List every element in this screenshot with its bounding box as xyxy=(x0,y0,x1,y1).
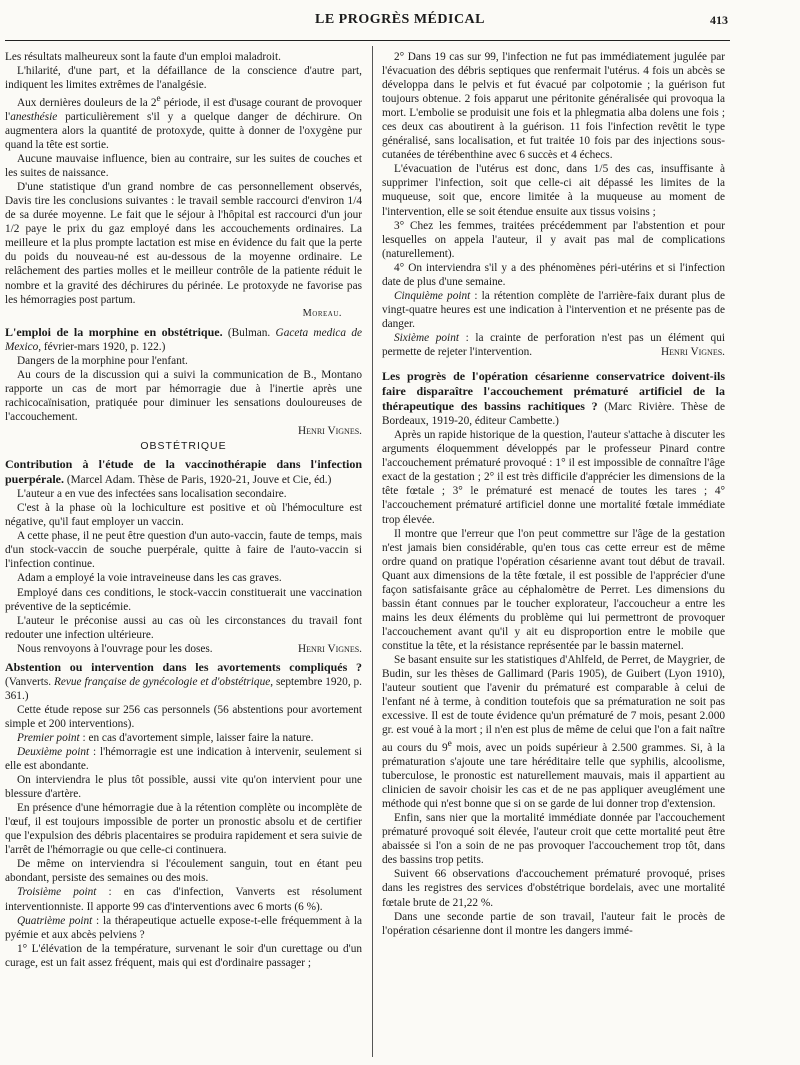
paragraph: Aux dernières douleurs de la 2e période, il est d'usage courant de provoquer l'anesthésie particulièrement s'il y a quelque danger de déchirure. On augmentera alors la quantité de protoxyde, quitte à donner de l'oxygène pur quand la tête est sortie. xyxy=(5,94,362,152)
article-heading: Contribution à l'étude de la vaccinothérapie dans l'infection puerpérale. (Marcel Adam. Thèse de Paris, 1920-21, Jouve et Cie, éd.) xyxy=(5,457,362,487)
paragraph: Au cours de la discussion qui a suivi la communication de B., Montano rapporte un cas de mort par hémorragie due à l'inertie après une rachicocaïnisation, pratiquée pour diminuer les sensations douloureuses de l'accouchement. xyxy=(5,368,362,423)
column-divider xyxy=(372,46,373,1057)
paragraph: Deuxième point : l'hémorragie est une indication à intervenir, seulement si elle est abondante. xyxy=(5,746,362,773)
paragraph: En présence d'une hémorragie due à la rétention complète ou incomplète de l'œuf, il est toujours impossible de porter un pronostic absolu et de certifier que l'expulsion des débris placentaires se produira rapidement et sera suivie de l'arrêt de l'hémorragie ou que celle-ci continuera. xyxy=(5,802,362,857)
paragraph: Employé dans ces conditions, le stock-vaccin constituerait une vaccination préventive de la septicémie. xyxy=(5,586,362,613)
paragraph: Dans une seconde partie de son travail, l'auteur fait le procès de l'opération césarienne dont il montre les dangers immé- xyxy=(382,910,725,937)
signature: Henri Vignes. xyxy=(298,642,362,655)
paragraph: Premier point : en cas d'avortement simple, laisser faire la nature. xyxy=(17,731,314,744)
article-heading: L'emploi de la morphine en obstétrique. (Bulman. Gaceta medica de Mexico, février-mars 1920, p. 122.) xyxy=(5,324,362,353)
page-header xyxy=(0,10,800,32)
paragraph: De même on interviendra si l'écoulement sanguin, tout en étant peu abondant, persiste des semaines ou des mois. xyxy=(5,858,362,885)
paragraph: L'auteur a en vue des infectées sans localisation secondaire. xyxy=(17,488,287,501)
paragraph: L'auteur le préconise aussi au cas où les circonstances du travail font redouter une infection ultérieure. xyxy=(5,614,362,641)
article-title: Abstention ou intervention dans les avortements compliqués ? xyxy=(5,659,362,674)
paragraph: Quatrième point : la thérapeutique actuelle expose-t-elle fréquemment à la pyémie et aux abcès pelviens ? xyxy=(5,914,362,941)
paragraph: Dangers de la morphine pour l'enfant. xyxy=(17,354,188,367)
article-heading: Les progrès de l'opération césarienne conservatrice doivent-ils faire disparaître l'accouchement prématuré artificiel de la thérapeutique des bassins rachitiques ? (Marc Rivière. Thèse de Bordeaux, 1919-20, éditeur Cambette.) xyxy=(382,369,725,428)
paragraph: 4° On interviendra s'il y a des phénomènes péri-utérins et si l'infection date de plus d'une semaine. xyxy=(382,261,725,288)
paragraph: 3° Chez les femmes, traitées précédemment par l'abstention et pour lesquelles on appela l'auteur, il y avait pas mal de complications (naturellement). xyxy=(382,219,725,260)
paragraph: C'est à la phase où la lochiculture est positive et où l'hémoculture est négative, qu'il faut employer un vaccin. xyxy=(5,502,362,529)
article-heading: Abstention ou intervention dans les avortements compliqués ? (Vanverts. Revue française de gynécologie et d'obstétrique, septembre 1920, p. 361.) xyxy=(5,659,362,702)
signature: Moreau. xyxy=(302,307,342,319)
paragraph: Troisième point : en cas d'infection, Vanverts est résolument interventionniste. Il apporte 99 cas d'interventions avec 6 morts (6 %). xyxy=(5,886,362,913)
paragraph: Adam a employé la voie intraveineuse dans les cas graves. xyxy=(17,572,282,585)
article-title: Les progrès de l'opération césarienne conservatrice doivent-ils faire disparaître l'accouchement prématuré artificiel de la thérapeutique des bassins rachitiques ? xyxy=(382,369,725,414)
paragraph: D'une statistique d'un grand nombre de cas personnellement observés, Davis tire les conclusions suivantes : le travail semble raccourci d'environ 1/4 de sa durée moyenne. Le fait que le séjour à l'hôpital est raccourci d'un jour 1/2 paye le prix du gaz employé dans les accouchements ordinaires. La meilleure et la plus prompte lactation est mise en évidence du fait que la perte du poids du nouveau-né est au-dessous de la moyenne ordinaire. Le relâchement des parties molles et le meilleur contrôle de la patiente réduit le nombre et la gravité des déchirures du périnée. Le protoxyde ne favorise pas les hémorragies post partum. xyxy=(5,181,362,306)
paragraph: Après un rapide historique de la question, l'auteur s'attache à discuter les arguments éloquemment développés par le professeur Pinard contre l'accouchement prématuré provoqué : 1° il est impossible de connaître l'âge exact de la gestation ; 2° il est très difficile d'apprécier les dimensions de la tête fœtale ; 3° le prématuré est menacé de toutes les tares ; 4° l'accouchement prématuré artificiel donne une mortalité fœtale immédiate trop élevée. xyxy=(382,429,725,526)
paragraph: Nous renvoyons à l'ouvrage pour les doses. Henri Vignes. xyxy=(17,642,362,655)
paragraph: Cinquième point : la rétention complète de l'arrière-faix durant plus de vingt-quatre heures est une indication à l'intervention et ne présente pas de danger. xyxy=(382,289,726,330)
paragraph: L'évacuation de l'utérus est donc, dans 1/5 des cas, insuffisante à supprimer l'infection, soit que celle-ci ait dépassé les limites de la muqueuse, soit que, encore limitée à la muqueuse au moment de l'intervention, elle se soit étendue ensuite aux tissus voisins ; xyxy=(382,163,725,218)
journal-title: LE PROGRÈS MÉDICAL xyxy=(314,12,486,27)
paragraph: Cette étude repose sur 256 cas personnels (56 abstentions pour avortement simple et 200 interventions). xyxy=(5,703,362,730)
paragraph: L'hilarité, d'une part, et la défaillance de la conscience d'autre part, indiquent les limites extrêmes de l'analgésie. xyxy=(5,65,362,92)
paragraph: Sixième point : la crainte de perforation n'est pas un élément qui permette de rejeter l'intervention. Henri Vignes. xyxy=(382,331,725,358)
article-title: L'emploi de la morphine en obstétrique. xyxy=(5,324,223,339)
header-rule xyxy=(5,40,730,41)
left-column xyxy=(5,50,362,970)
paragraph: 1° L'élévation de la température, survenant le soir d'un curettage ou d'un curage, est un fait assez fréquent, mais qui est d'ordinaire passager ; xyxy=(5,942,362,969)
paragraph: Se basant ensuite sur les statistiques d'Ahlfeld, de Perret, de Maygrier, de Budin, sur les thèses de Gallimard (Paris 1905), de Guibert (Lyon 1910), l'auteur soutient que l'avenir du prématuré est comparable à celui de l'enfant né à terme, à condition toutefois que sa prématuration ne soit pas excessive. Il est de toute évidence qu'un prématuré de 7 mois, pesant 2.000 gr. est voué à la mort ; il n'en est plus de même de celui que l'on a fait naître au cours du 9e mois, avec un poids supérieur à 2.500 grammes. Si, à la prématuration s'ajoute une tare héréditaire telle que syphilis, alcoolisme, tuberculose, le pronostic est naturellement mauvais, mais il appartient au clinicien de savoir choisir les cas et de ne pas appliquer aveuglément une méthode qui n'est bonne que si on se garde de lui donner trop d'extension. xyxy=(382,653,725,811)
section-title: OBSTÉTRIQUE xyxy=(140,440,227,453)
paragraph: A cette phase, il ne peut être question d'un auto-vaccin, faute de temps, mais d'un stock-vaccin de souche puerpérale, quitte à faire de l'auto-vaccin si l'infection continue. xyxy=(5,530,362,571)
article-title: Contribution à l'étude de la vaccinothérapie dans l'infection puerpérale. xyxy=(5,457,362,487)
right-column xyxy=(382,50,725,938)
signature: Henri Vignes. xyxy=(661,345,725,358)
paragraph: Aucune mauvaise influence, bien au contraire, sur les suites de couches et les suites de naissance. xyxy=(5,153,362,180)
paragraph: 2° Dans 19 cas sur 99, l'infection ne fut pas immédiatement jugulée par l'évacuation des débris septiques que renfermait l'utérus. 4 fois un abcès se développa dans le pelvis et fut évacué par colpotomie ; la guérison fut toujours obtenue. 2 fois apparut une péritonite généralisée qui provoqua la mort. L'embolie se produisit une fois et la phlegmatia alba dolens une fois ; ces deux cas aboutirent à la guérison. 11 fois l'infection revêtit le type généralisé, sans localisation, et fut traitée 10 fois par des injections sous-cutanées de térébenthine avec 6 succès et 4 échecs. xyxy=(382,51,725,162)
paragraph: Il montre que l'erreur que l'on peut commettre sur l'âge de la gestation n'est jamais bien considérable, qu'en tous cas cette erreur est de même ordre quand on pratique l'opération césarienne avant tout début de travail. Quant aux dimensions de la tête fœtale, il est possible de l'apprécier d'une façon satisfaisante grâce au céphalomètre de Perret. Les dimensions du bassin étant connues par le toucher explorateur, l'accoucheur a entre les mains les deux éléments du problème qui lui permettront de provoquer l'accouchement avant qu'il y ait eu disproportion entre le mobile que constitue la tête, et la résistance représentée par le bassin maternel. xyxy=(382,527,725,652)
paragraph: Les résultats malheureux sont la faute d'un emploi maladroit. xyxy=(5,51,281,63)
paragraph: Enfin, sans nier que la mortalité immédiate donnée par l'accouchement prématuré provoqué soit élevée, l'auteur croit que cette mortalité peut être abaissée si l'on a soin de ne pas provoquer l'accouchement trop tôt, dans des bassins trop petits. xyxy=(382,812,725,867)
paragraph: Suivent 66 observations d'accouchement prématuré provoqué, prises dans les registres des services d'obstétrique bordelais, avec une mortalité fœtale brute de 21,22 %. xyxy=(382,868,725,909)
page-number: 413 xyxy=(710,13,728,27)
paragraph: On interviendra le plus tôt possible, aussi vite qu'on intervient pour une blessure d'artère. xyxy=(5,774,362,801)
signature: Henri Vignes. xyxy=(298,424,362,437)
